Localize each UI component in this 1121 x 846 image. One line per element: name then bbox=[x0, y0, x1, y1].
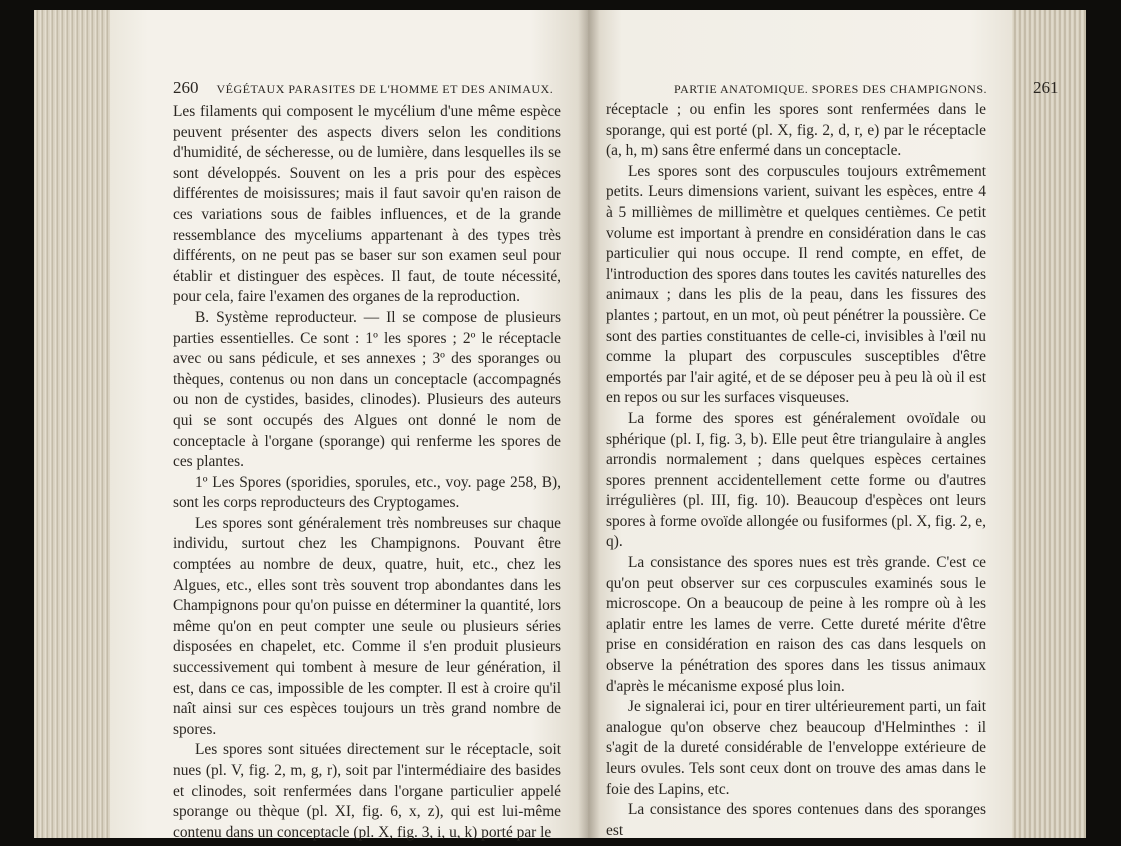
paragraph: Je signalerai ici, pour en tirer ultérieurement parti, un fait analogue qu'on observe chez beaucoup d'Helminthes : il s'agit de la dureté considérable de l'enveloppe extérieure de leurs ovules. Tels sont ceux dont on trouve des amas dans le foie des Lapins, etc. bbox=[606, 698, 986, 798]
running-head: PARTIE ANATOMIQUE. SPORES DES CHAMPIGNONS. bbox=[674, 82, 987, 96]
paragraph: Les spores sont des corpuscules toujours extrêmement petits. Leurs dimensions varient, suivant les espèces, entre 4 à 5 millièmes de millimètre et quelques centièmes. Ce petit volume est important à prendre en considération dans le cas particulier qui nous occupe. Il rend compte, en effet, de l'introduction des spores dans toutes les cavités naturelles des animaux ; dans les plis de la peau, dans les fissures des plantes ; partout, en un mot, où peut pénétrer la poussière. Ce sont des parties constituantes de celle-ci, invisibles à l'œil nu comme la plupart des corpuscules susceptibles d'être emportés par l'air agité, et de se déposer peu à peu là où il est en repos ou sur les surfaces visqueuses. bbox=[606, 162, 986, 407]
right-running-header bbox=[674, 78, 1059, 98]
paragraph: Les spores sont situées directement sur le réceptacle, soit nues (pl. V, fig. 2, m, g, r), soit par l'intermédiaire des basides et clinodes, soit renfermées dans l'organe particulier appelé sporange ou thèque (pl. XI, fig. 6, x, z), qui est lui-même contenu dans un conceptacle (pl. X, fig. 3, i, u, k) porté par le bbox=[173, 741, 561, 841]
left-running-header bbox=[173, 78, 553, 98]
right-page-body bbox=[606, 100, 986, 841]
paragraph: B. Système reproducteur. — Il se compose de plusieurs parties essentielles. Ce sont : 1º les spores ; 2º le réceptacle avec ou sans pédicule, et ses annexes ; 3º des sporanges ou thèques, contenus ou non dans un conceptacle (accompagnés ou non de cystides, basides, clinodes). Plusieurs des auteurs qui se sont occupés des Algues ont donné le nom de conceptacle à l'organe (sporange) qui renferme les spores de ces plantes. bbox=[173, 308, 561, 471]
page-number: 261 bbox=[1033, 78, 1059, 97]
paragraph: La forme des spores est généralement ovoïdale ou sphérique (pl. I, fig. 3, b). Elle peut être triangulaire à angles arrondis normalement ; dans quelques espèces certaines spores prennent accidentellement cette forme ou d'autres irrégulières (pl. III, fig. 10). Beaucoup d'espèces ont leurs spores à forme ovoïde allongée ou fusiformes (pl. X, fig. 2, e, q). bbox=[606, 409, 986, 551]
right-page-edges bbox=[1008, 10, 1086, 838]
right-page bbox=[588, 10, 1059, 839]
page-number: 260 bbox=[173, 78, 199, 97]
left-page bbox=[110, 10, 588, 841]
paragraph: réceptacle ; ou enfin les spores sont renfermées dans le sporange, qui est porté (pl. X, fig. 2, d, r, e) par le réceptacle (a, h, m) sans être enfermé dans un conceptacle. bbox=[606, 101, 986, 160]
paragraph: 1º Les Spores (sporidies, sporules, etc., voy. page 258, B), sont les corps reproducteurs des Cryptogames. bbox=[173, 473, 561, 512]
left-page-edges bbox=[34, 10, 114, 838]
paragraph: La consistance des spores nues est très grande. C'est ce qu'on peut observer sur ces corpuscules examinés sous le microscope. On a beaucoup de peine à les rompre où à les aplatir entre les lames de verre. Cette dureté mérite d'être prise en considération en raison des cas dans lesquels on observe la pénétration des spores dans les tissus animaux d'après le mécanisme exposé plus loin. bbox=[606, 554, 986, 695]
paragraph: La consistance des spores contenues dans des sporanges est bbox=[606, 801, 986, 839]
book-gutter-shadow bbox=[578, 10, 600, 838]
left-page-body bbox=[173, 102, 561, 843]
paragraph: Les filaments qui composent le mycélium d'une même espèce peuvent présenter des aspects divers selon les conditions d'humidité, de sécheresse, ou de lumière, dans lesquelles ils se sont développés. Souvent on les a pris pour des espèces différentes de moisissures; mais il faut savoir qu'en raison de ces variations sous de faibles influences, et de la grande ressemblance des myceliums appartenant à des types très différents, on ne peut pas se baser sur son examen seul pour établir et distinguer des espèces. Il faut, de toute nécessité, pour cela, faire l'examen des organes de la reproduction. bbox=[173, 103, 561, 306]
paragraph: Les spores sont généralement très nombreuses sur chaque individu, surtout chez les Champignons. Pouvant être comptées au nombre de deux, quatre, huit, etc., chez les Algues, etc., elles sont très souvent trop abondantes dans les Champignons pour qu'on puisse en déterminer la quantité, lors même qu'on en peut compter une seule ou plusieurs séries disposées en chapelet, etc. Comme il s'en produit plusieurs successivement qui tombent à mesure de leur génération, il est, dans ce cas, impossible de les compter. Il est à croire qu'il naît ainsi sur ces espèces toujours un très grand nombre de spores. bbox=[173, 514, 561, 738]
running-head: VÉGÉTAUX PARASITES DE L'HOMME ET DES ANIMAUX. bbox=[216, 82, 554, 96]
